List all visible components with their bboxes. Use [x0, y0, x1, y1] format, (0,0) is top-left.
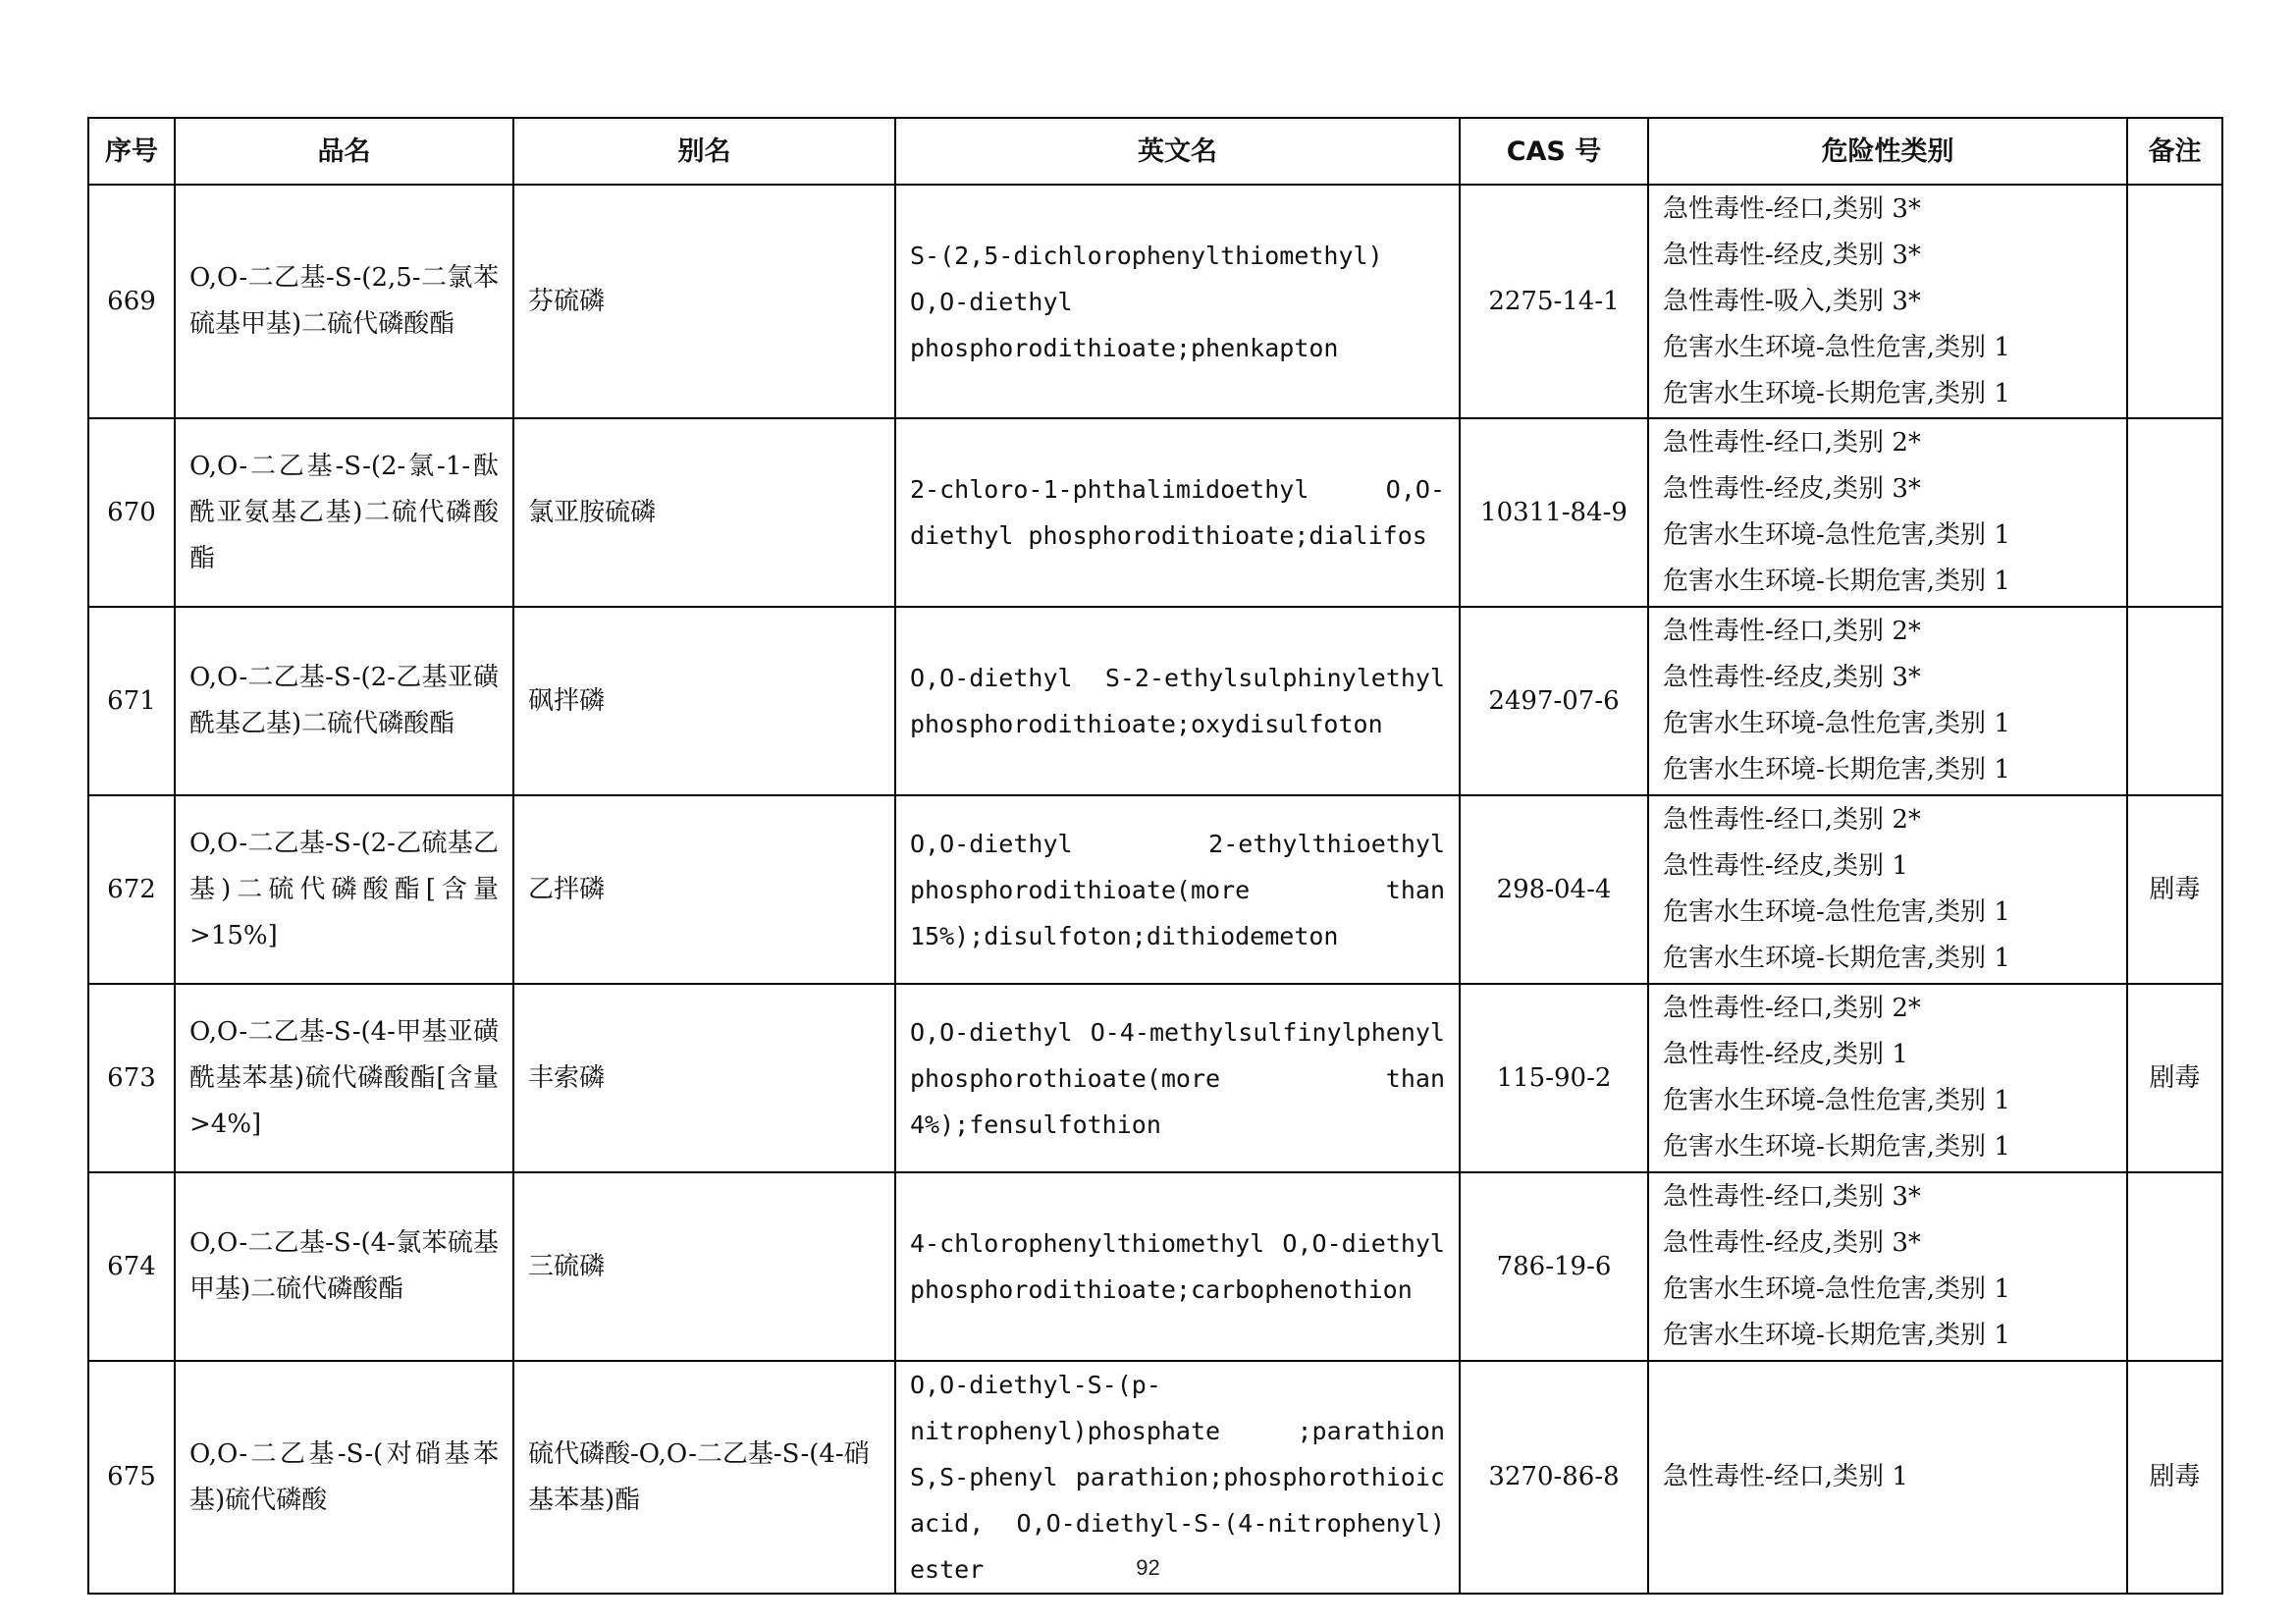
cell-serial-number: 674 — [88, 1172, 175, 1361]
hazard-line: 危害水生环境-急性危害,类别 1 — [1663, 1274, 2010, 1304]
cell-alias: 氯亚胺硫磷 — [513, 418, 895, 607]
cell-hazard-category — [1648, 185, 2127, 418]
table-row — [88, 984, 2222, 1172]
hazard-line: 危害水生环境-长期危害,类别 1 — [1663, 1321, 2010, 1350]
hazard-line: 急性毒性-经口,类别 1 — [1663, 1462, 1908, 1491]
hazard-line: 急性毒性-经皮,类别 1 — [1663, 1040, 1908, 1069]
cell-english-name: 4-chlorophenylthiomethyl O,O-diethyl phosphorodithioate;carbophenothion — [895, 1172, 1460, 1361]
hazard-line: 急性毒性-经口,类别 2* — [1663, 617, 1921, 646]
cell-serial-number: 672 — [88, 795, 175, 984]
table-row — [88, 607, 2222, 795]
cell-cas-number: 10311-84-9 — [1460, 418, 1648, 607]
cell-alias: 乙拌磷 — [513, 795, 895, 984]
cell-serial-number: 670 — [88, 418, 175, 607]
cell-remarks — [2127, 607, 2222, 795]
cell-remarks — [2127, 418, 2222, 607]
cell-english-name: 2-chloro-1-phthalimidoethyl O,O-diethyl phosphorodithioate;dialifos — [895, 418, 1460, 607]
hazard-line: 急性毒性-经口,类别 2* — [1663, 805, 1921, 835]
header-english-name: 英文名 — [895, 118, 1460, 185]
cell-alias: 芬硫磷 — [513, 185, 895, 418]
cell-remarks: 剧毒 — [2127, 1361, 2222, 1594]
cell-hazard-category — [1648, 607, 2127, 795]
hazard-line: 急性毒性-经口,类别 3* — [1663, 193, 1921, 224]
cell-alias: 丰索磷 — [513, 984, 895, 1172]
hazard-line: 急性毒性-经皮,类别 3* — [1663, 240, 1921, 270]
table-row — [88, 185, 2222, 418]
hazard-line: 危害水生环境-长期危害,类别 1 — [1663, 1132, 2010, 1162]
cell-product-name: O,O-二乙基-S-(4-甲基亚磺酰基苯基)硫代磷酸酯[含量>4%] — [175, 984, 513, 1172]
cell-cas-number: 3270-86-8 — [1460, 1361, 1648, 1594]
cell-english-name: S-(2,5-dichlorophenylthiomethyl) O,O-diethyl phosphorodithioate;phenkapton — [895, 185, 1460, 418]
header-remarks: 备注 — [2127, 118, 2222, 185]
cell-serial-number: 675 — [88, 1361, 175, 1594]
cell-cas-number: 115-90-2 — [1460, 984, 1648, 1172]
cell-hazard-category — [1648, 984, 2127, 1172]
header-serial-number: 序号 — [88, 118, 175, 185]
hazardous-chemicals-table — [87, 117, 2223, 1595]
cell-serial-number: 671 — [88, 607, 175, 795]
cell-hazard-category — [1648, 418, 2127, 607]
table-row — [88, 795, 2222, 984]
chemical-table-container — [87, 117, 2221, 1595]
hazard-line: 急性毒性-经口,类别 3* — [1663, 1182, 1921, 1212]
hazard-line: 危害水生环境-急性危害,类别 1 — [1663, 1086, 2010, 1115]
cell-remarks: 剧毒 — [2127, 795, 2222, 984]
cell-alias: 硫代磷酸-O,O-二乙基-S-(4-硝基苯基)酯 — [513, 1361, 895, 1594]
cell-product-name: O,O-二乙基-S-(2-氯-1-酞酰亚氨基乙基)二硫代磷酸酯 — [175, 418, 513, 607]
page-number: 92 — [1136, 1555, 1160, 1580]
cell-cas-number: 2275-14-1 — [1460, 185, 1648, 418]
cell-remarks: 剧毒 — [2127, 984, 2222, 1172]
table-row — [88, 1172, 2222, 1361]
hazard-line: 危害水生环境-长期危害,类别 1 — [1663, 755, 2010, 785]
hazard-line: 危害水生环境-长期危害,类别 1 — [1663, 378, 2010, 408]
cell-product-name: O,O-二乙基-S-(2,5-二氯苯硫基甲基)二硫代磷酸酯 — [175, 185, 513, 418]
hazard-line: 急性毒性-经口,类别 2* — [1663, 428, 1921, 458]
hazard-line: 急性毒性-经皮,类别 3* — [1663, 474, 1921, 504]
hazard-line: 急性毒性-经皮,类别 3* — [1663, 663, 1921, 692]
header-product-name: 品名 — [175, 118, 513, 185]
hazard-line: 危害水生环境-长期危害,类别 1 — [1663, 567, 2010, 596]
cell-serial-number: 669 — [88, 185, 175, 418]
cell-product-name: O,O-二乙基-S-(2-乙硫基乙基)二硫代磷酸酯[含量>15%] — [175, 795, 513, 984]
hazard-line: 急性毒性-经口,类别 2* — [1663, 994, 1921, 1023]
header-hazard-category: 危险性类别 — [1648, 118, 2127, 185]
table-header-row — [88, 118, 2222, 185]
cell-english-name: O,O-diethyl S-2-ethylsulphinylethyl phosphorodithioate;oxydisulfoton — [895, 607, 1460, 795]
hazard-line: 急性毒性-经皮,类别 1 — [1663, 851, 1908, 881]
cell-serial-number: 673 — [88, 984, 175, 1172]
hazard-line: 危害水生环境-长期危害,类别 1 — [1663, 944, 2010, 973]
cell-cas-number: 786-19-6 — [1460, 1172, 1648, 1361]
hazard-line: 危害水生环境-急性危害,类别 1 — [1663, 897, 2010, 927]
header-cas-number: CAS 号 — [1460, 118, 1648, 185]
cell-hazard-category — [1648, 795, 2127, 984]
cell-alias: 三硫磷 — [513, 1172, 895, 1361]
hazard-line: 急性毒性-经皮,类别 3* — [1663, 1228, 1921, 1258]
hazard-line: 急性毒性-吸入,类别 3* — [1663, 286, 1921, 316]
cell-alias: 砜拌磷 — [513, 607, 895, 795]
cell-english-name: O,O-diethyl-S-(p-nitrophenyl)phosphate ;parathion S,S-phenyl parathion;phosphorothioic acid, O,O-diethyl-S-(4-nitrophenyl) ester — [895, 1361, 1460, 1594]
hazard-line: 危害水生环境-急性危害,类别 1 — [1663, 709, 2010, 738]
cell-english-name: O,O-diethyl 2-ethylthioethyl phosphorodithioate(more than 15%);disulfoton;dithiodemeton — [895, 795, 1460, 984]
cell-cas-number: 298-04-4 — [1460, 795, 1648, 984]
cell-remarks — [2127, 1172, 2222, 1361]
cell-product-name: O,O-二乙基-S-(4-氯苯硫基甲基)二硫代磷酸酯 — [175, 1172, 513, 1361]
cell-hazard-category — [1648, 1172, 2127, 1361]
hazard-line: 危害水生环境-急性危害,类别 1 — [1663, 332, 2010, 362]
table-row — [88, 418, 2222, 607]
hazard-line: 危害水生环境-急性危害,类别 1 — [1663, 520, 2010, 550]
cell-product-name: O,O-二乙基-S-(对硝基苯基)硫代磷酸 — [175, 1361, 513, 1594]
cell-cas-number: 2497-07-6 — [1460, 607, 1648, 795]
cell-remarks — [2127, 185, 2222, 418]
header-alias: 别名 — [513, 118, 895, 185]
cell-english-name: O,O-diethyl O-4-methylsulfinylphenyl phosphorothioate(more than 4%);fensulfothion — [895, 984, 1460, 1172]
cell-product-name: O,O-二乙基-S-(2-乙基亚磺酰基乙基)二硫代磷酸酯 — [175, 607, 513, 795]
